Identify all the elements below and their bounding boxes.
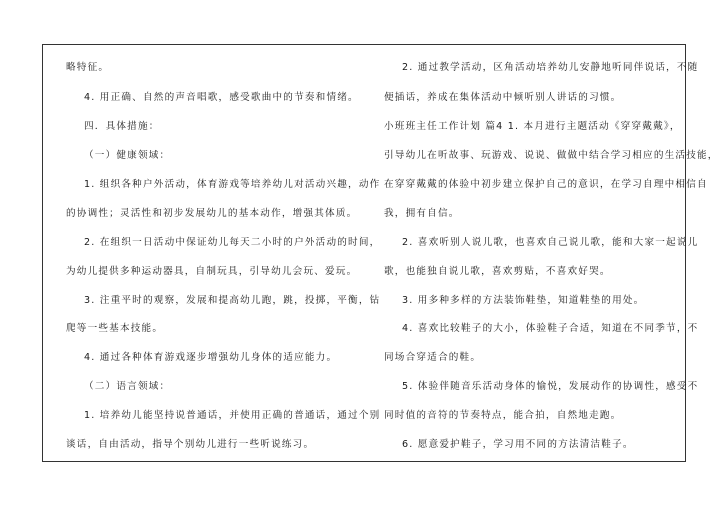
- text-line: 小班班主任工作计划 篇4 1. 本月进行主题活动《穿穿戴戴》，: [384, 121, 681, 132]
- text-line: 4. 通过各种体育游戏逐步增强幼儿身体的适应能力。: [84, 352, 338, 363]
- text-line: （一）健康领域：: [84, 150, 171, 161]
- text-line: 3. 用多种多样的方法装饰鞋垫，知道鞋垫的用处。: [402, 295, 645, 306]
- text-line: 在穿穿戴戴的体验中初步建立保护自己的意识，在学习自理中相信自: [384, 179, 708, 190]
- text-line: 四．具体措施：: [84, 121, 160, 132]
- text-line: 爬等一些基本技能。: [66, 323, 164, 334]
- text-line: （二）语言领域：: [84, 381, 171, 392]
- text-line: 谈话，自由活动，指导个别幼儿进行一些听说练习。: [66, 439, 315, 450]
- text-line: 同时值的音符的节奏特点，能合拍，自然地走跑。: [384, 410, 622, 421]
- text-line: 2. 喜欢听别人说儿歌，也喜欢自己说儿歌，能和大家一起说儿: [402, 237, 699, 248]
- text-line: 便插话，养成在集体活动中倾听别人讲话的习惯。: [384, 92, 622, 103]
- text-line: 1. 组织各种户外活动，体育游戏等培养幼儿对活动兴趣，动作: [84, 179, 381, 190]
- text-line: 3. 注重平时的观察，发展和提高幼儿跑，跳，投掷，平衡，钻: [84, 295, 381, 306]
- text-line: 略特征。: [66, 62, 110, 73]
- page-border: [42, 44, 686, 462]
- text-line: 我，拥有自信。: [384, 208, 460, 219]
- text-line: 5. 体验伴随音乐活动身体的愉悦，发展动作的协调性，感受不: [402, 381, 699, 392]
- text-line: 1. 培养幼儿能坚持说普通话，并使用正确的普通话，通过个别: [84, 410, 381, 421]
- text-line: 引导幼儿在听故事、玩游戏、说说、做做中结合学习相应的生活技能，: [384, 150, 719, 161]
- text-line: 2. 通过教学活动，区角活动培养幼儿安静地听同伴说话，不随: [402, 62, 699, 73]
- text-line: 同场合穿适合的鞋。: [384, 352, 482, 363]
- text-line: 4. 喜欢比较鞋子的大小，体验鞋子合适，知道在不同季节，不: [402, 323, 699, 334]
- text-line: 歌，也能独自说儿歌，喜欢剪贴，不喜欢好哭。: [384, 266, 611, 277]
- text-line: 为幼儿提供多种运动器具，自制玩具，引导幼儿会玩、爱玩。: [66, 266, 358, 277]
- text-line: 2. 在组织一日活动中保证幼儿每天二小时的户外活动的时间，: [84, 237, 381, 248]
- text-line: 的协调性；灵活性和初步发展幼儿的基本动作，增强其体质。: [66, 208, 358, 219]
- text-line: 6. 愿意爱护鞋子，学习用不同的方法清洁鞋子。: [402, 439, 634, 450]
- text-line: 4. 用正确、自然的声音唱歌，感受歌曲中的节奏和情绪。: [84, 92, 359, 103]
